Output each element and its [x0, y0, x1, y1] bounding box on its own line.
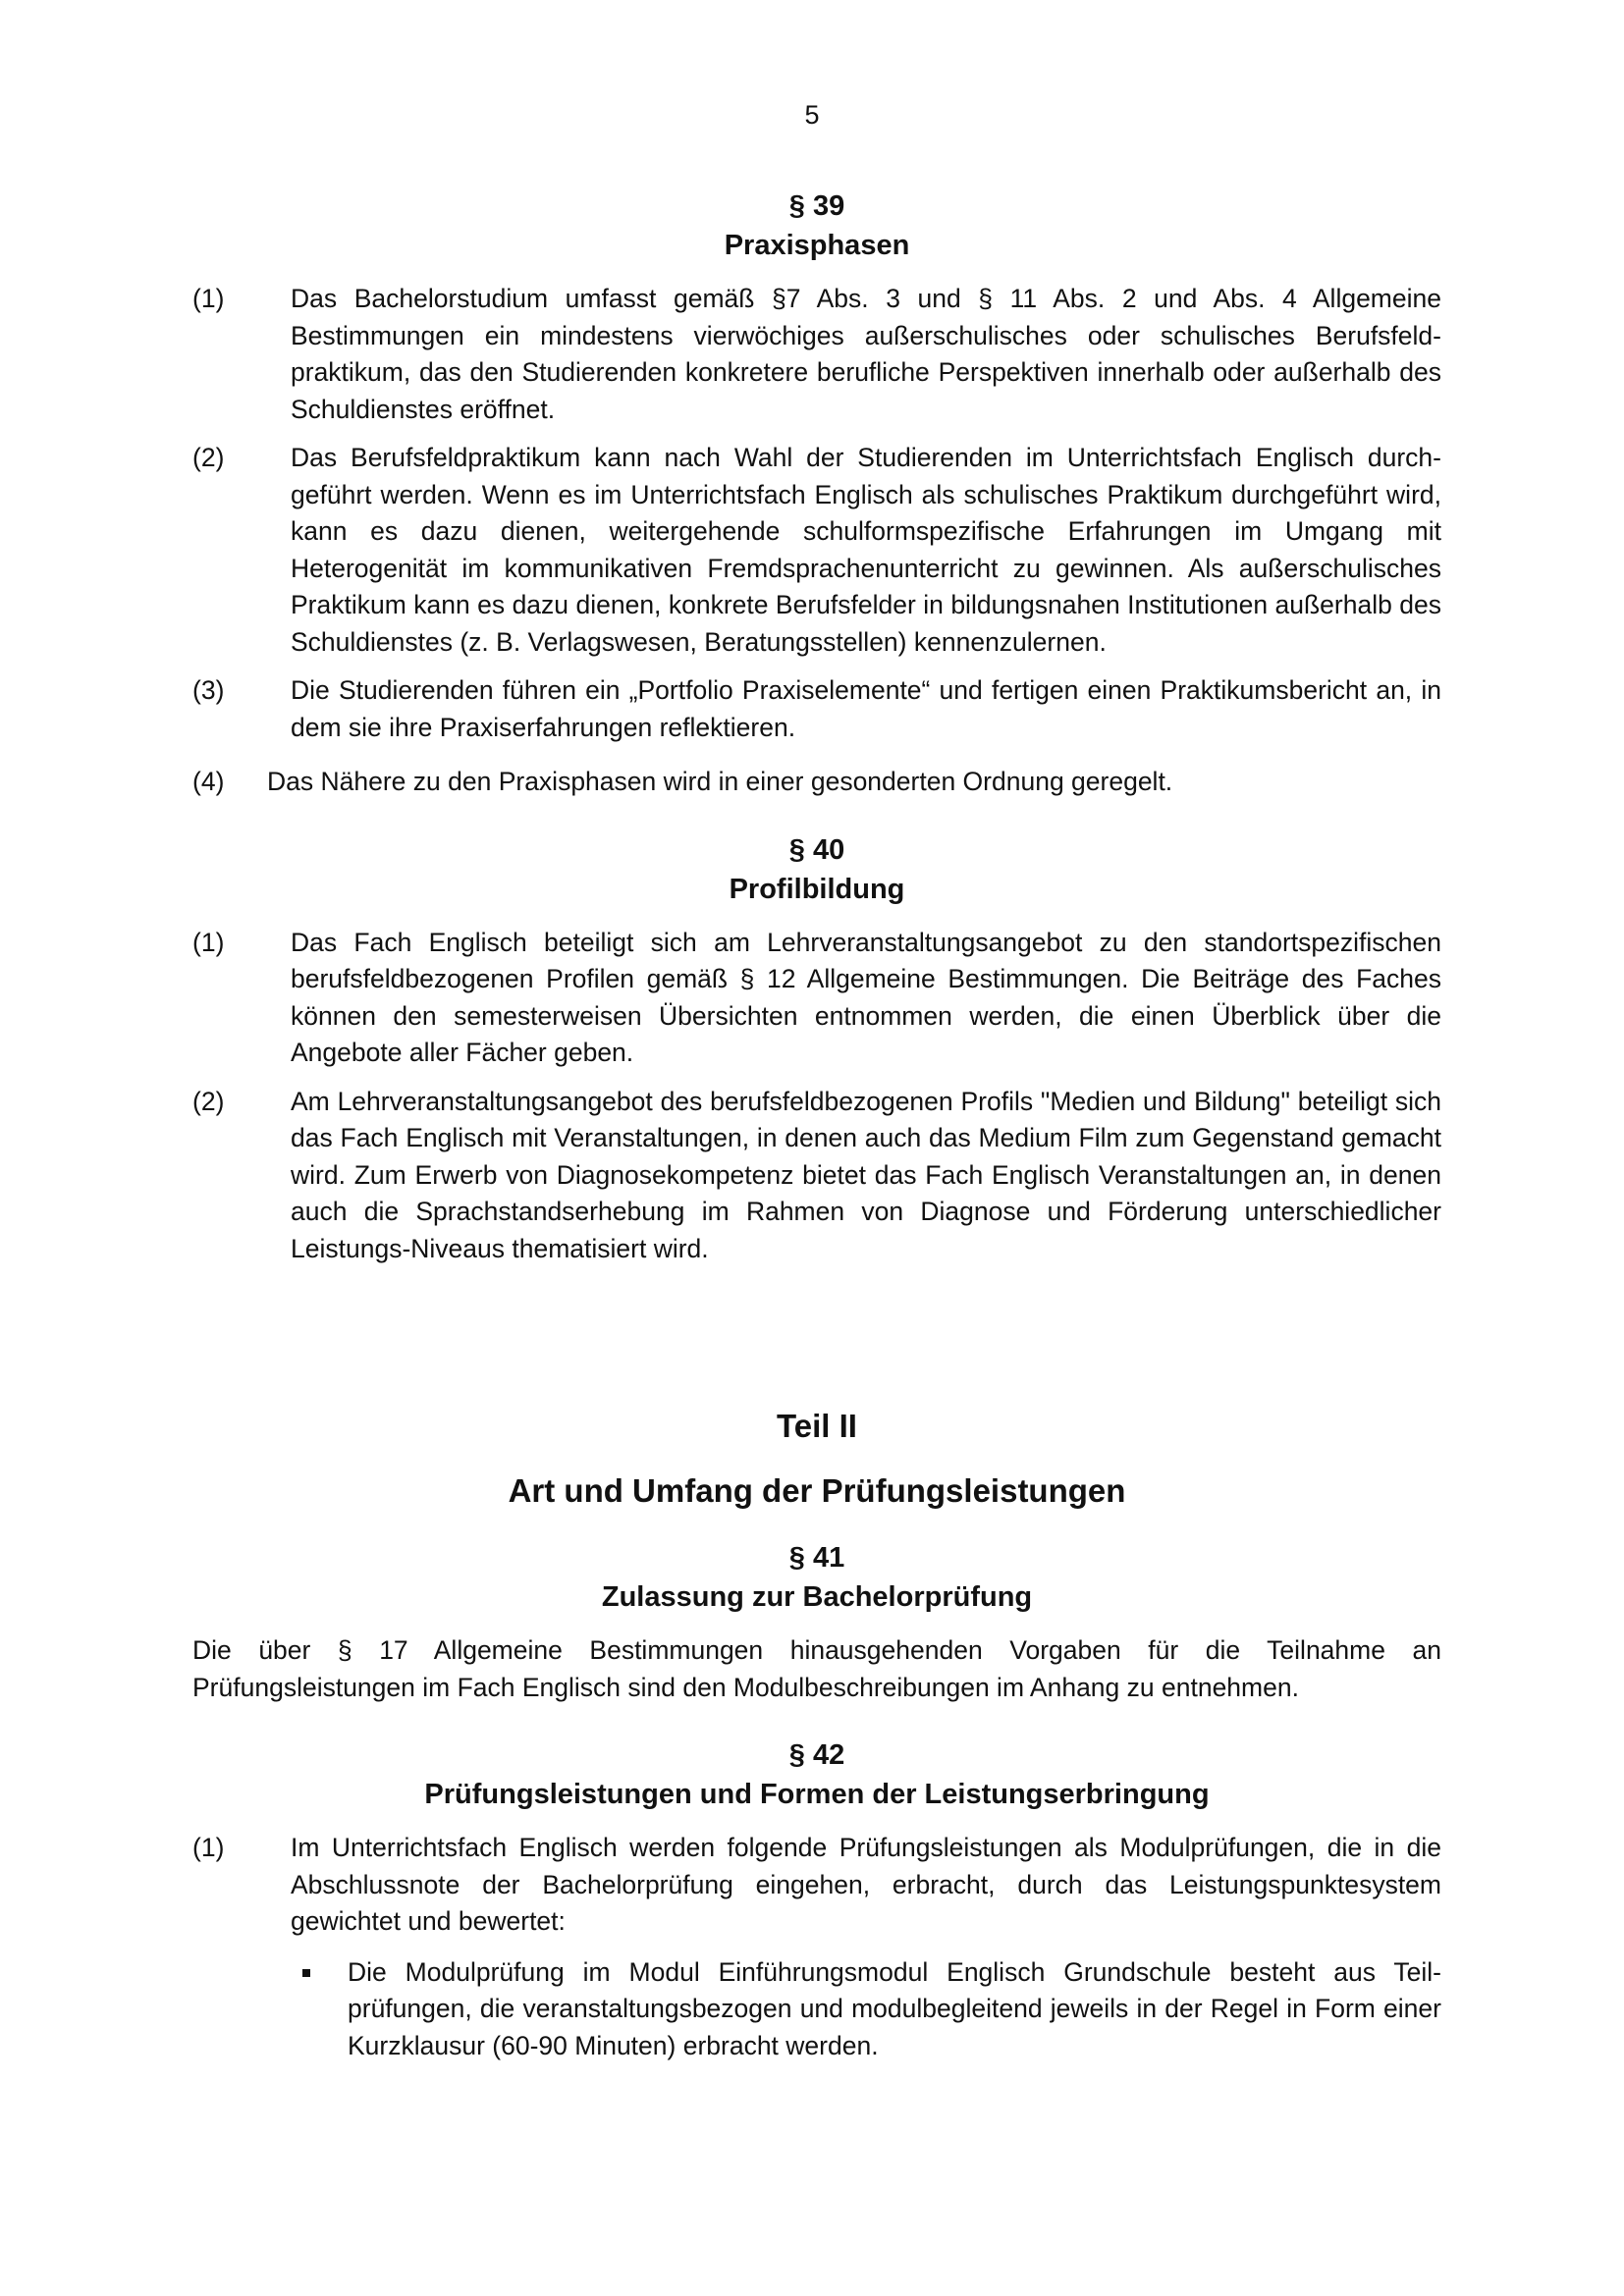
section-39-title: Praxisphasen: [724, 230, 910, 261]
section-40-paragraph-1: [192, 925, 1441, 1072]
section-42-bullet-1: [192, 1954, 1441, 2065]
paragraph-text: Das Fach Englisch beteiligt sich am Lehrveranstaltungsangebot zu den standortspezifischen berufsfeldbezogenen Profilen gemäß § 12 Allgemeine Bestimmungen. Die Beiträge des Faches können den semesterweisen Übersichten entnommen werden, die einen Überblick über die Angebote aller Fächer geben.: [291, 927, 1441, 1067]
paragraph-number: (2): [192, 443, 225, 472]
part-2-subtitle: Art und Umfang der Prüfungsleistungen: [508, 1472, 1126, 1509]
section-41-number: § 41: [788, 1542, 845, 1574]
section-39-paragraph-4: [192, 764, 1441, 801]
paragraph-number: (4): [192, 767, 225, 796]
paragraph-text: Im Unterrichtsfach Englisch werden folgende Prüfungsleistungen als Modulprüfungen, die in die Abschlussnote der Bachelorprüfung eingehen, erbracht, durch das Leistungspunktesystem gewichtet und bewertet:: [291, 1833, 1441, 1936]
section-39-paragraph-3: [192, 672, 1441, 746]
page-number: 5: [804, 100, 820, 130]
section-39-number: § 39: [788, 190, 845, 222]
bullet-text: Die Modulprüfung im Modul Einführungsmodul Englisch Grundschule besteht aus Teil-prüfungen, die veranstaltungsbezogen und modulbegleitend jeweils in der Regel in Form einer Kurzklausur (60-90 Minuten) erbracht werden.: [348, 1956, 1441, 2060]
paragraph-number: (3): [192, 675, 225, 705]
paragraph-number: (1): [192, 1833, 225, 1862]
section-42-title: Prüfungsleistungen und Formen der Leistungserbringung: [424, 1779, 1210, 1810]
section-41-title: Zulassung zur Bachelorprüfung: [601, 1581, 1033, 1613]
section-39-paragraph-1: [192, 281, 1441, 428]
paragraph-number: (2): [192, 1086, 225, 1116]
paragraph-text: Am Lehrveranstaltungsangebot des berufsfeldbezogenen Profils "Medien und Bildung" beteiligt sich das Fach Englisch mit Veranstaltungen, in denen auch das Medium Film zum Gegenstand gemacht wird. Zum Erwerb von Diagnosekompetenz bietet das Fach Englisch Veranstaltungen an, in denen auch die Sprachstandserhebung im Rahmen von Diagnose und Förderung unterschiedlicher Leistungs-Niveaus thematisiert wird.: [291, 1086, 1441, 1263]
paragraph-text: Die Studierenden führen ein „Portfolio Praxiselemente“ und fertigen einen Praktikumsbericht an, in dem sie ihre Praxiserfahrungen reflektieren.: [291, 675, 1441, 742]
paragraph-number: (1): [192, 284, 225, 313]
section-39-paragraph-2: [192, 440, 1441, 661]
section-42-number: § 42: [788, 1739, 845, 1771]
paragraph-text: Das Nähere zu den Praxisphasen wird in einer gesonderten Ordnung geregelt.: [267, 767, 1173, 796]
section-41-text: Die über § 17 Allgemeine Bestimmungen hinausgehenden Vorgaben für die Teilnahme an Prüfungsleistungen im Fach Englisch sind den Modulbeschreibungen im Anhang zu entnehmen.: [192, 1635, 1441, 1702]
bullet-square-icon: [302, 1969, 310, 1977]
paragraph-text: Das Berufsfeldpraktikum kann nach Wahl der Studierenden im Unterrichtsfach Englisch durch-geführt werden. Wenn es im Unterrichtsfach Englisch als schulisches Praktikum durchgeführt wird, kann es dazu dienen, weitergehende schulformspezifische Erfahrungen im Umgang mit Heterogenität im kommunikativen Fremdsprachenunterricht zu gewinnen. Als außerschulisches Praktikum kann es dazu dienen, konkrete Berufsfelder in bildungsnahen Institutionen außerhalb des Schuldienstes (z. B. Verlagswesen, Beratungsstellen) kennenzulernen.: [291, 443, 1441, 657]
section-40-number: § 40: [788, 833, 845, 866]
document-body: [192, 187, 1441, 2064]
section-40-title: Profilbildung: [729, 873, 905, 905]
paragraph-number: (1): [192, 927, 225, 957]
section-40-paragraph-2: [192, 1084, 1441, 1268]
part-2-title: Teil II: [777, 1408, 857, 1444]
paragraph-text: Das Bachelorstudium umfasst gemäß §7 Abs. 3 und § 11 Abs. 2 und Abs. 4 Allgemeine Bestimmungen ein mindestens vierwöchiges außerschulisches oder schulisches Berufsfeld-praktikum, das den Studierenden konkretere berufliche Perspektiven innerhalb oder außerhalb des Schuldienstes eröffnet.: [291, 284, 1441, 424]
section-42-paragraph-1: [192, 1830, 1441, 1941]
